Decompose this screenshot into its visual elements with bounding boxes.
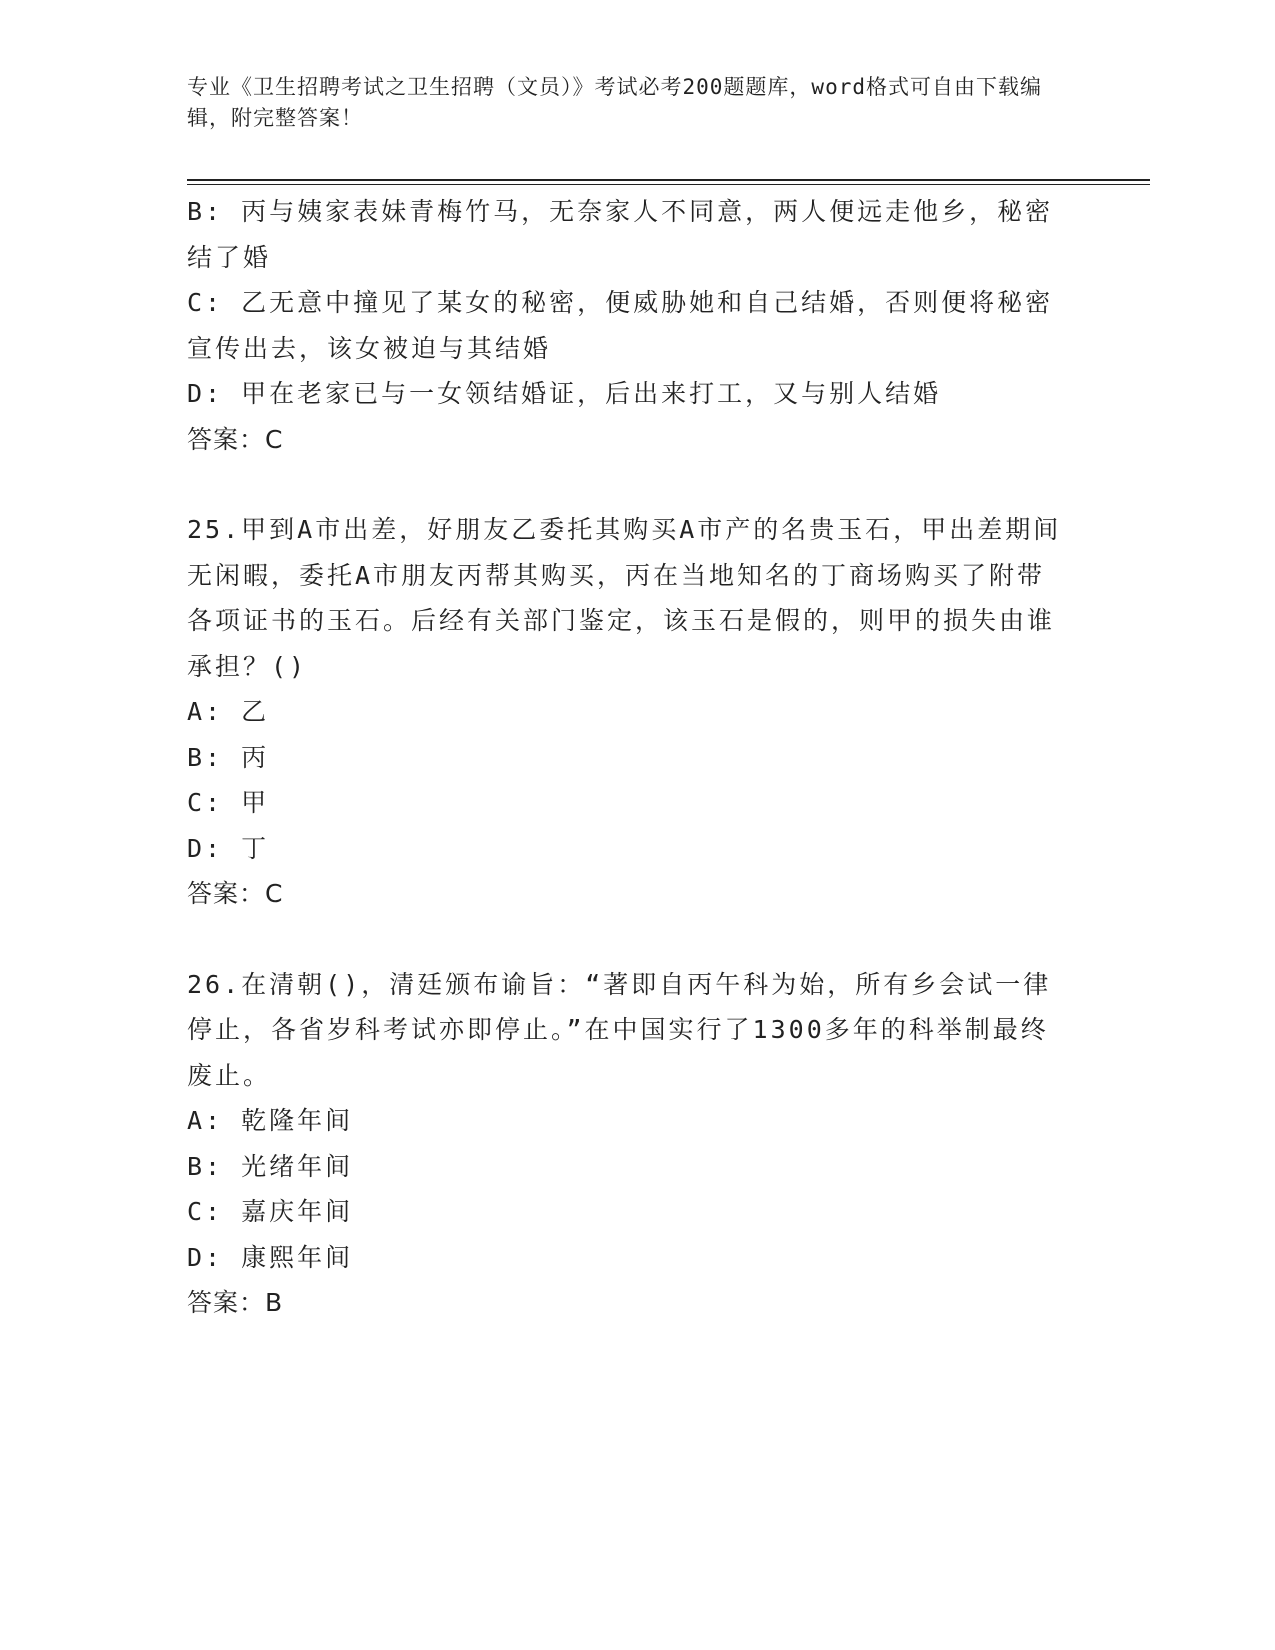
option-c: C: 嘉庆年间 — [187, 1197, 354, 1226]
header-divider-thin — [187, 184, 1150, 185]
option-c: C: 甲 — [187, 788, 270, 817]
answer: 答案：B — [187, 1288, 284, 1317]
answer: 答案：C — [187, 879, 284, 908]
option-a: A: 乾隆年间 — [187, 1106, 354, 1135]
spacer — [187, 462, 1067, 507]
question-26 — [187, 962, 1067, 1326]
question-stem: 26.在清朝()，清廷颁布谕旨：“著即自丙午科为始，所有乡会试一律停止，各省岁科考试亦即停止。”在中国实行了1300多年的科举制最终废止。 — [187, 969, 1052, 1090]
header-divider-thick — [187, 179, 1150, 181]
option-d: D: 丁 — [187, 833, 270, 863]
option-b: B: 丙 — [187, 742, 270, 772]
answer: 答案：C — [187, 424, 284, 454]
spacer — [187, 917, 1067, 962]
document-header: 专业《卫生招聘考试之卫生招聘（文员）》考试必考200题题库，word格式可自由下载编辑，附完整答案！ — [187, 75, 1042, 130]
option-d: D: 康熙年间 — [187, 1242, 354, 1272]
question-25 — [187, 507, 1067, 917]
option-c: C: 乙无意中撞见了某女的秘密，便威胁她和自己结婚，否则便将秘密宣传出去，该女被迫与其结婚 — [187, 288, 1054, 363]
question-content — [187, 189, 1067, 1326]
option-b: B: 光绪年间 — [187, 1151, 354, 1181]
question-24-tail — [187, 189, 1067, 462]
option-a: A: 乙 — [187, 697, 270, 726]
question-stem: 25.甲到A市出差，好朋友乙委托其购买A市产的名贵玉石，甲出差期间无闲暇，委托A市朋友丙帮其购买，丙在当地知名的丁商场购买了附带各项证书的玉石。后经有关部门鉴定，该玉石是假的，则甲的损失由谁承担？() — [187, 515, 1062, 681]
option-d: D: 甲在老家已与一女领结婚证，后出来打工，又与别人结婚 — [187, 379, 942, 408]
option-b: B: 丙与姨家表妹青梅竹马，无奈家人不同意，两人便远走他乡，秘密结了婚 — [187, 197, 1054, 272]
